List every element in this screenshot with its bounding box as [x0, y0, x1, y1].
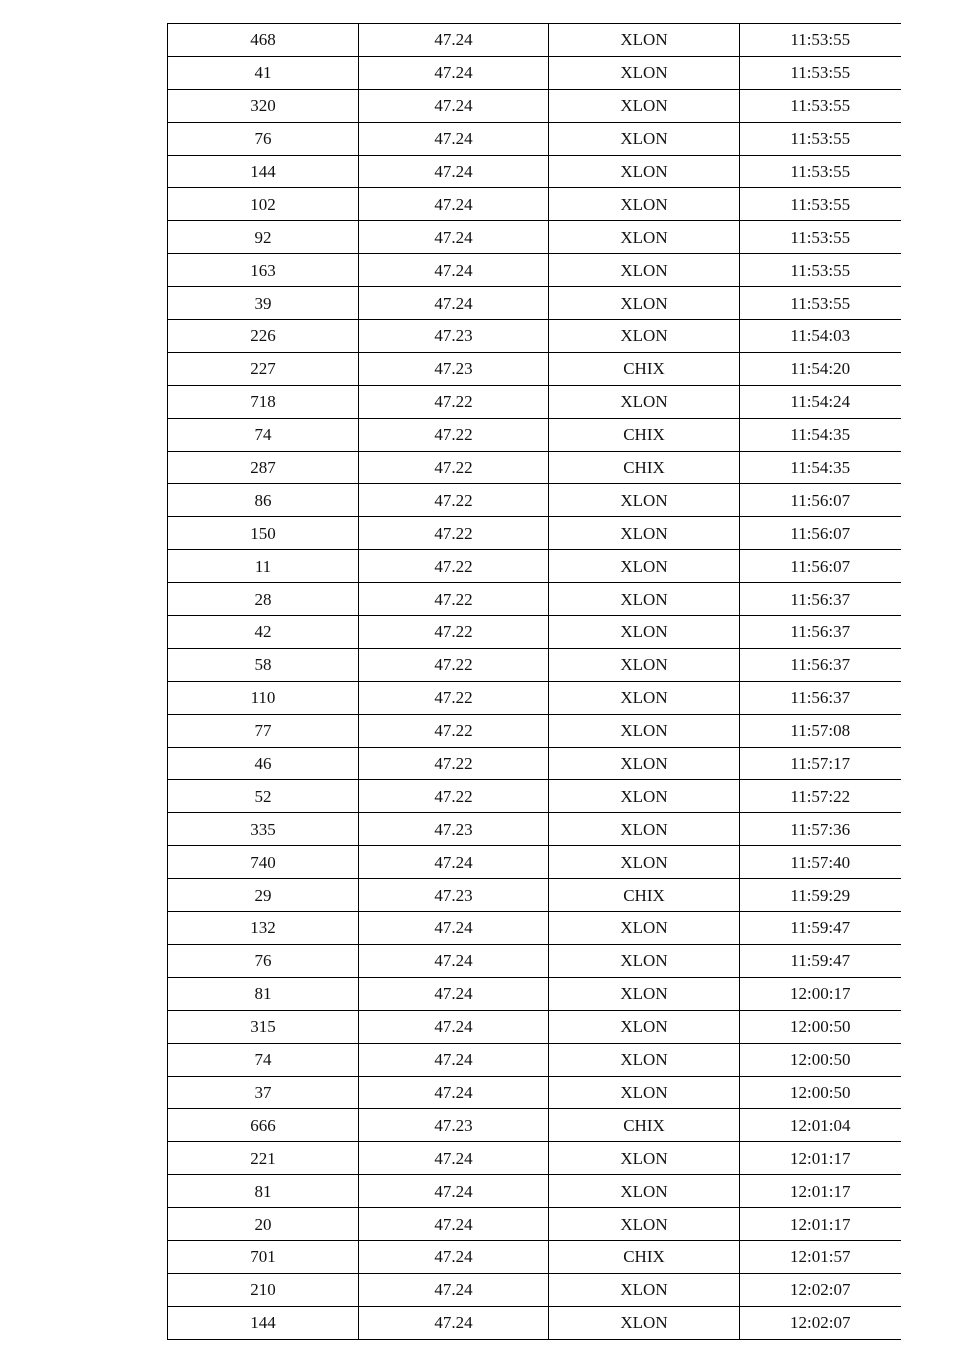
volume-cell: 77 [168, 714, 359, 747]
trades-table-body [168, 24, 901, 1340]
time-cell: 11:56:37 [740, 681, 901, 714]
time-cell: 11:53:55 [740, 188, 901, 221]
venue-cell: CHIX [549, 418, 740, 451]
time-cell: 11:54:24 [740, 385, 901, 418]
price-cell: 47.24 [359, 1208, 549, 1241]
time-cell: 12:02:07 [740, 1273, 901, 1306]
table-row [168, 648, 901, 681]
table-row [168, 714, 901, 747]
volume-cell: 163 [168, 254, 359, 287]
price-cell: 47.24 [359, 188, 549, 221]
venue-cell: CHIX [549, 879, 740, 912]
volume-cell: 740 [168, 846, 359, 879]
table-row [168, 352, 901, 385]
price-cell: 47.24 [359, 155, 549, 188]
time-cell: 12:00:50 [740, 1076, 901, 1109]
price-cell: 47.24 [359, 56, 549, 89]
time-cell: 11:53:55 [740, 122, 901, 155]
volume-cell: 701 [168, 1240, 359, 1273]
venue-cell: XLON [549, 846, 740, 879]
venue-cell: XLON [549, 24, 740, 57]
table-row [168, 583, 901, 616]
table-row [168, 221, 901, 254]
time-cell: 12:01:04 [740, 1109, 901, 1142]
venue-cell: XLON [549, 56, 740, 89]
time-cell: 12:00:17 [740, 977, 901, 1010]
volume-cell: 11 [168, 550, 359, 583]
volume-cell: 227 [168, 352, 359, 385]
time-cell: 11:57:08 [740, 714, 901, 747]
table-row [168, 1109, 901, 1142]
table-row [168, 188, 901, 221]
volume-cell: 315 [168, 1010, 359, 1043]
table-row [168, 1306, 901, 1339]
volume-cell: 81 [168, 977, 359, 1010]
time-cell: 11:59:47 [740, 912, 901, 945]
volume-cell: 92 [168, 221, 359, 254]
time-cell: 12:01:17 [740, 1142, 901, 1175]
volume-cell: 74 [168, 1043, 359, 1076]
time-cell: 11:53:55 [740, 89, 901, 122]
price-cell: 47.24 [359, 1306, 549, 1339]
venue-cell: XLON [549, 1142, 740, 1175]
volume-cell: 226 [168, 320, 359, 353]
venue-cell: XLON [549, 287, 740, 320]
venue-cell: XLON [549, 517, 740, 550]
venue-cell: XLON [549, 122, 740, 155]
price-cell: 47.24 [359, 24, 549, 57]
time-cell: 12:00:50 [740, 1043, 901, 1076]
venue-cell: XLON [549, 747, 740, 780]
venue-cell: XLON [549, 912, 740, 945]
volume-cell: 468 [168, 24, 359, 57]
table-row [168, 944, 901, 977]
volume-cell: 41 [168, 56, 359, 89]
volume-cell: 29 [168, 879, 359, 912]
price-cell: 47.24 [359, 846, 549, 879]
price-cell: 47.22 [359, 681, 549, 714]
venue-cell: XLON [549, 1208, 740, 1241]
table-row [168, 1240, 901, 1273]
table-row [168, 320, 901, 353]
venue-cell: XLON [549, 484, 740, 517]
price-cell: 47.24 [359, 977, 549, 1010]
time-cell: 11:57:17 [740, 747, 901, 780]
price-cell: 47.24 [359, 1240, 549, 1273]
price-cell: 47.24 [359, 1273, 549, 1306]
volume-cell: 28 [168, 583, 359, 616]
venue-cell: XLON [549, 320, 740, 353]
time-cell: 11:56:07 [740, 484, 901, 517]
time-cell: 11:54:35 [740, 451, 901, 484]
venue-cell: XLON [549, 681, 740, 714]
price-cell: 47.22 [359, 648, 549, 681]
price-cell: 47.24 [359, 122, 549, 155]
venue-cell: XLON [549, 648, 740, 681]
table-row [168, 550, 901, 583]
time-cell: 11:54:20 [740, 352, 901, 385]
table-row [168, 287, 901, 320]
time-cell: 11:56:37 [740, 648, 901, 681]
price-cell: 47.22 [359, 714, 549, 747]
trades-table [167, 23, 901, 1340]
price-cell: 47.22 [359, 747, 549, 780]
venue-cell: XLON [549, 89, 740, 122]
time-cell: 11:56:37 [740, 583, 901, 616]
table-row [168, 24, 901, 57]
volume-cell: 86 [168, 484, 359, 517]
table-row [168, 254, 901, 287]
price-cell: 47.24 [359, 912, 549, 945]
price-cell: 47.22 [359, 385, 549, 418]
venue-cell: CHIX [549, 451, 740, 484]
venue-cell: XLON [549, 385, 740, 418]
volume-cell: 144 [168, 1306, 359, 1339]
venue-cell: XLON [549, 155, 740, 188]
volume-cell: 58 [168, 648, 359, 681]
table-row [168, 517, 901, 550]
table-row [168, 747, 901, 780]
volume-cell: 37 [168, 1076, 359, 1109]
venue-cell: XLON [549, 221, 740, 254]
price-cell: 47.24 [359, 1043, 549, 1076]
volume-cell: 150 [168, 517, 359, 550]
volume-cell: 46 [168, 747, 359, 780]
volume-cell: 76 [168, 122, 359, 155]
volume-cell: 132 [168, 912, 359, 945]
price-cell: 47.24 [359, 89, 549, 122]
table-row [168, 451, 901, 484]
table-row [168, 846, 901, 879]
time-cell: 11:57:22 [740, 780, 901, 813]
volume-cell: 20 [168, 1208, 359, 1241]
venue-cell: CHIX [549, 352, 740, 385]
table-row [168, 484, 901, 517]
volume-cell: 221 [168, 1142, 359, 1175]
venue-cell: XLON [549, 780, 740, 813]
time-cell: 11:56:07 [740, 550, 901, 583]
volume-cell: 718 [168, 385, 359, 418]
venue-cell: XLON [549, 714, 740, 747]
price-cell: 47.22 [359, 484, 549, 517]
table-row [168, 1043, 901, 1076]
price-cell: 47.22 [359, 517, 549, 550]
table-row [168, 1010, 901, 1043]
price-cell: 47.24 [359, 944, 549, 977]
price-cell: 47.24 [359, 1142, 549, 1175]
price-cell: 47.24 [359, 287, 549, 320]
price-cell: 47.22 [359, 550, 549, 583]
venue-cell: XLON [549, 1273, 740, 1306]
volume-cell: 42 [168, 616, 359, 649]
volume-cell: 39 [168, 287, 359, 320]
price-cell: 47.24 [359, 221, 549, 254]
price-cell: 47.23 [359, 352, 549, 385]
time-cell: 11:57:36 [740, 813, 901, 846]
venue-cell: XLON [549, 583, 740, 616]
table-row [168, 122, 901, 155]
price-cell: 47.24 [359, 1175, 549, 1208]
table-row [168, 1273, 901, 1306]
time-cell: 11:53:55 [740, 24, 901, 57]
volume-cell: 52 [168, 780, 359, 813]
price-cell: 47.24 [359, 1010, 549, 1043]
volume-cell: 81 [168, 1175, 359, 1208]
volume-cell: 110 [168, 681, 359, 714]
time-cell: 11:53:55 [740, 155, 901, 188]
table-row [168, 912, 901, 945]
price-cell: 47.22 [359, 451, 549, 484]
table-row [168, 1208, 901, 1241]
price-cell: 47.23 [359, 320, 549, 353]
price-cell: 47.23 [359, 1109, 549, 1142]
time-cell: 11:53:55 [740, 221, 901, 254]
time-cell: 12:02:07 [740, 1306, 901, 1339]
price-cell: 47.23 [359, 813, 549, 846]
venue-cell: XLON [549, 550, 740, 583]
volume-cell: 335 [168, 813, 359, 846]
time-cell: 11:53:55 [740, 56, 901, 89]
price-cell: 47.24 [359, 254, 549, 287]
venue-cell: XLON [549, 977, 740, 1010]
venue-cell: CHIX [549, 1109, 740, 1142]
table-row [168, 977, 901, 1010]
venue-cell: XLON [549, 1043, 740, 1076]
volume-cell: 144 [168, 155, 359, 188]
table-row [168, 1142, 901, 1175]
volume-cell: 76 [168, 944, 359, 977]
time-cell: 11:59:29 [740, 879, 901, 912]
time-cell: 11:54:03 [740, 320, 901, 353]
venue-cell: CHIX [549, 1240, 740, 1273]
time-cell: 11:56:37 [740, 616, 901, 649]
time-cell: 12:01:17 [740, 1208, 901, 1241]
time-cell: 11:53:55 [740, 287, 901, 320]
table-row [168, 155, 901, 188]
price-cell: 47.24 [359, 1076, 549, 1109]
venue-cell: XLON [549, 188, 740, 221]
venue-cell: XLON [549, 813, 740, 846]
time-cell: 11:54:35 [740, 418, 901, 451]
venue-cell: XLON [549, 944, 740, 977]
volume-cell: 210 [168, 1273, 359, 1306]
table-row [168, 879, 901, 912]
price-cell: 47.22 [359, 780, 549, 813]
volume-cell: 74 [168, 418, 359, 451]
table-row [168, 418, 901, 451]
price-cell: 47.23 [359, 879, 549, 912]
venue-cell: XLON [549, 1306, 740, 1339]
volume-cell: 320 [168, 89, 359, 122]
volume-cell: 666 [168, 1109, 359, 1142]
table-row [168, 681, 901, 714]
table-row [168, 1076, 901, 1109]
table-row [168, 616, 901, 649]
time-cell: 12:00:50 [740, 1010, 901, 1043]
time-cell: 11:56:07 [740, 517, 901, 550]
volume-cell: 287 [168, 451, 359, 484]
price-cell: 47.22 [359, 583, 549, 616]
venue-cell: XLON [549, 1076, 740, 1109]
price-cell: 47.22 [359, 616, 549, 649]
time-cell: 12:01:17 [740, 1175, 901, 1208]
venue-cell: XLON [549, 254, 740, 287]
table-row [168, 56, 901, 89]
venue-cell: XLON [549, 1010, 740, 1043]
table-row [168, 89, 901, 122]
venue-cell: XLON [549, 1175, 740, 1208]
table-row [168, 1175, 901, 1208]
time-cell: 12:01:57 [740, 1240, 901, 1273]
time-cell: 11:57:40 [740, 846, 901, 879]
time-cell: 11:53:55 [740, 254, 901, 287]
table-row [168, 385, 901, 418]
price-cell: 47.22 [359, 418, 549, 451]
trades-table-container [167, 23, 900, 1340]
volume-cell: 102 [168, 188, 359, 221]
table-row [168, 813, 901, 846]
time-cell: 11:59:47 [740, 944, 901, 977]
table-row [168, 780, 901, 813]
venue-cell: XLON [549, 616, 740, 649]
